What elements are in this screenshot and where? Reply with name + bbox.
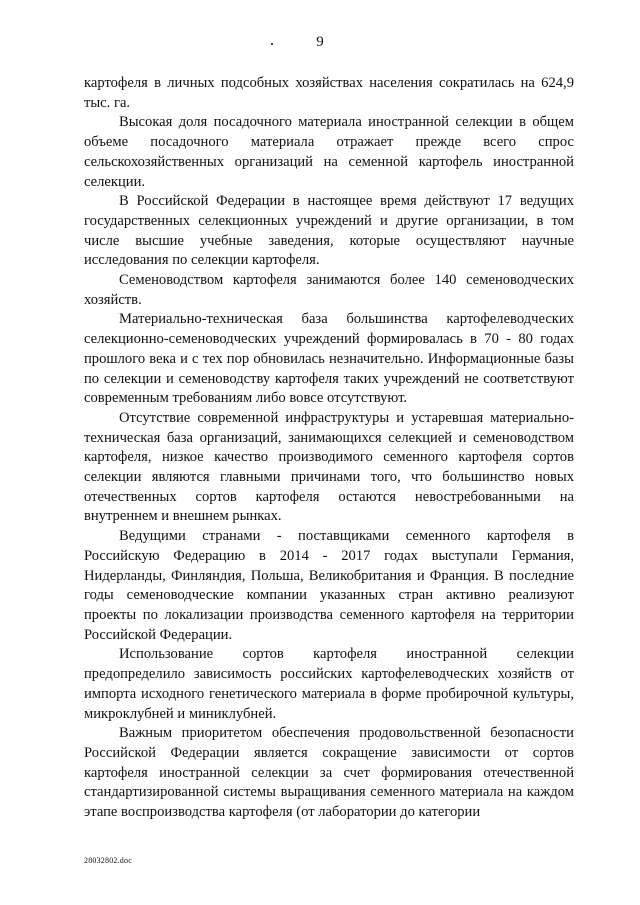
scan-mark xyxy=(271,43,273,45)
document-code: 28032802.doc xyxy=(84,856,132,865)
paragraph-breeding-institutions: В Российской Федерации в настоящее время действуют 17 ведущих государственных селекционных учреждений и другие организации, в том числе высшие учебные заведения, которые осуществляют научные исследования по селекции картофеля. xyxy=(84,193,574,269)
paragraph-seed-farms: Семеноводством картофеля занимаются более 140 семеноводческих хозяйств. xyxy=(84,272,574,308)
paragraph-material-base: Материально-техническая база большинства картофелеводческих селекционно-семеноводческих учреждений формировалась в 70 - 80 годах прошлого века и с тех пор обновилась незначительно. Информационные базы по селекции и семеноводству картофеля таких учреждений не соответствуют современным требованиям либо вовсе отсутствуют. xyxy=(84,311,574,407)
paragraph-infrastructure: Отсутствие современной инфраструктуры и устаревшая материально-техническая база организаций, занимающихся селекцией и семеноводством картофеля, низкое качество производимого семенного картофеля сортов селекции являются главными причинами того, что большинство новых отечественных сортов картофеля остаются невостребованными на внутреннем и внешнем рынках. xyxy=(84,409,574,525)
paragraph-import-share: Высокая доля посадочного материала иностранной селекции в общем объеме посадочного материала отражает прежде всего спрос сельскохозяйственных организаций на семенной картофель иностранной селекции. xyxy=(84,114,574,190)
paragraph-supplier-countries: Ведущими странами - поставщиками семенного картофеля в Российскую Федерацию в 2014 - 2017 годах выступали Германия, Нидерланды, Финляндия, Польша, Великобритания и Франция. В последние годы семеноводческие компании указанных стран активно реализуют проекты по локализации производства семенного картофеля на территории Российской Федерации. xyxy=(84,528,574,643)
paragraph-priority: Важным приоритетом обеспечения продовольственной безопасности Российской Федерации является сокращение зависимости от сортов картофеля иностранной селекции за счет формирования отечественной стандартизированной системы выращивания семенного материала на каждом этапе воспроизводства картофеля (от лаборатории до категории xyxy=(84,725,574,821)
paragraph-dependency: Использование сортов картофеля иностранной селекции предопределило зависимость российских картофелеводческих хозяйств от импорта исходного генетического материала в форме пробирочной культуры, микроклубней и миниклубней. xyxy=(84,646,574,722)
page-number: 9 xyxy=(316,34,324,50)
document-body xyxy=(84,74,574,823)
paragraph-continuation: картофеля в личных подсобных хозяйствах населения сократилась на 624,9 тыс. га. xyxy=(84,75,574,111)
